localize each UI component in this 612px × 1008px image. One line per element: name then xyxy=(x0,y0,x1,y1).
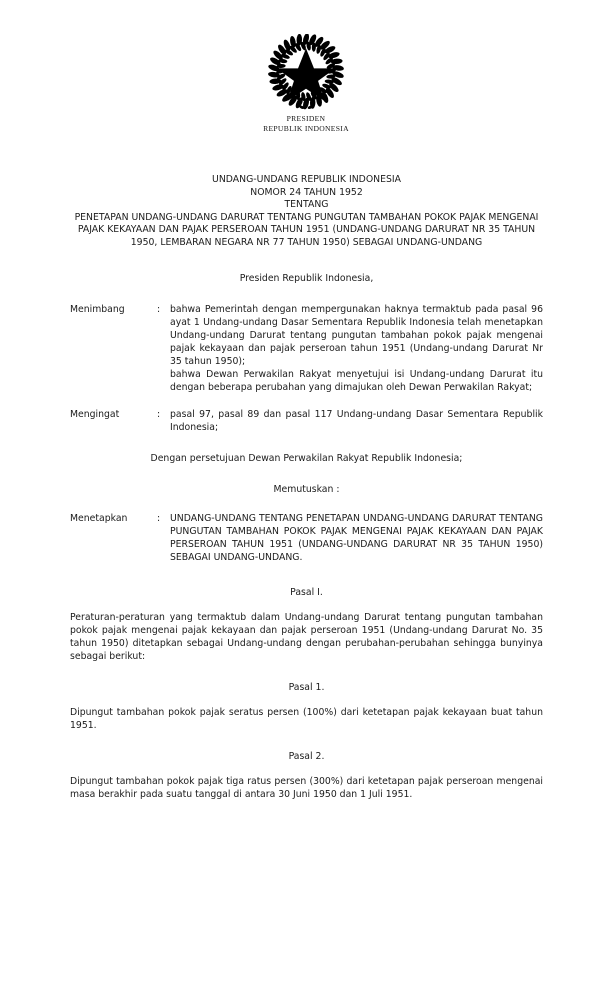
decide-heading: Memutuskan : xyxy=(273,483,340,495)
enactment-label: Menetapkan xyxy=(70,512,128,524)
enactment-colon: : xyxy=(157,512,161,524)
title-line-3: TENTANG xyxy=(284,199,329,211)
document-title-block xyxy=(70,174,543,250)
title-line-1: UNDANG-UNDANG REPUBLIK INDONESIA xyxy=(212,174,401,185)
considerations-paragraph-1: bahwa Pemerintah dengan mempergunakan haknya termaktub pada pasal 96 ayat 1 Undang-undang Dasar Sementara Republik Indonesia telah menetapkan Undang-undang Darurat tentang pungutan tambahan pokok pajak mengenai pajak kekayaan dan pajak perseroan tahun 1951 (Undang-undang Darurat Nr 35 tahun 1950); xyxy=(170,303,543,367)
title-subject: PENETAPAN UNDANG-UNDANG DARURAT TENTANG PUNGUTAN TAMBAHAN POKOK PAJAK MENGENAI PAJAK KEKAYAAN DAN PAJAK PERSEROAN TAHUN 1951 (UNDANG-UNDANG DARURAT NR 35 TAHUN 1950, LEMBARAN NEGARA NR 77 TAHUN 1950) SEBAGAI UNDANG-UNDANG xyxy=(74,211,539,248)
emblem-caption-line2: REPUBLIK INDONESIA xyxy=(263,124,349,133)
considerations-label: Menimbang xyxy=(70,303,125,315)
article-body-1: Dipungut tambahan pokok pajak seratus persen (100%) dari ketetapan pajak kekayaan buat tahun 1951. xyxy=(70,706,543,731)
legal-basis-colon: : xyxy=(157,408,161,420)
document-content xyxy=(70,0,543,801)
enactment-text: UNDANG-UNDANG TENTANG PENETAPAN UNDANG-UNDANG DARURAT TENTANG PUNGUTAN TAMBAHAN POKOK PAJAK MENGENAI PAJAK KEKAYAAN DAN PAJAK PERSEROAN TAHUN 1951 (UNDANG-UNDANG DARURAT NR 35 TAHUN 1950) SEBAGAI UNDANG-UNDANG. xyxy=(170,512,543,563)
legal-basis-value xyxy=(170,408,543,434)
considerations-value xyxy=(170,303,543,394)
considerations-colon: : xyxy=(157,303,161,315)
legal-basis-row xyxy=(70,408,543,434)
enactment-row xyxy=(70,512,543,564)
article-body-2: Dipungut tambahan pokok pajak tiga ratus persen (300%) dari ketetapan pajak perseroan mengenai masa berakhir pada suatu tanggal di antara 30 Juni 1950 dan 1 Juli 1951. xyxy=(70,775,543,800)
approval-statement: Dengan persetujuan Dewan Perwakilan Rakyat Republik Indonesia; xyxy=(150,452,463,464)
issuing-authority: Presiden Republik Indonesia, xyxy=(239,272,374,284)
article-heading-1: Pasal 1. xyxy=(288,681,325,693)
considerations-paragraph-2: bahwa Dewan Perwakilan Rakyat menyetujui isi Undang-undang Darurat itu dengan beberapa perubahan yang dimajukan oleh Dewan Perwakilan Rakyat; xyxy=(170,368,543,393)
title-line-2: NOMOR 24 TAHUN 1952 xyxy=(250,186,363,198)
considerations-row xyxy=(70,303,543,394)
article-heading-2: Pasal 2. xyxy=(288,750,325,762)
enactment-value xyxy=(170,512,543,564)
legal-basis-text: pasal 97, pasal 89 dan pasal 117 Undang-undang Dasar Sementara Republik Indonesia; xyxy=(170,408,543,433)
emblem-caption-line1: PRESIDEN xyxy=(286,114,326,123)
legal-basis-label: Mengingat xyxy=(70,408,120,420)
article-heading-0: Pasal I. xyxy=(290,586,323,598)
article-body-0: Peraturan-peraturan yang termaktub dalam Undang-undang Darurat tentang pungutan tambahan pokok pajak mengenai pajak kekayaan dan pajak perseroan 1951 (Undang-undang Darurat No. 35 tahun 1950) ditetapkan sebagai Undang-undang dengan perubahan-perubahan sehingga bunyinya sebagai berikut: xyxy=(70,611,543,662)
